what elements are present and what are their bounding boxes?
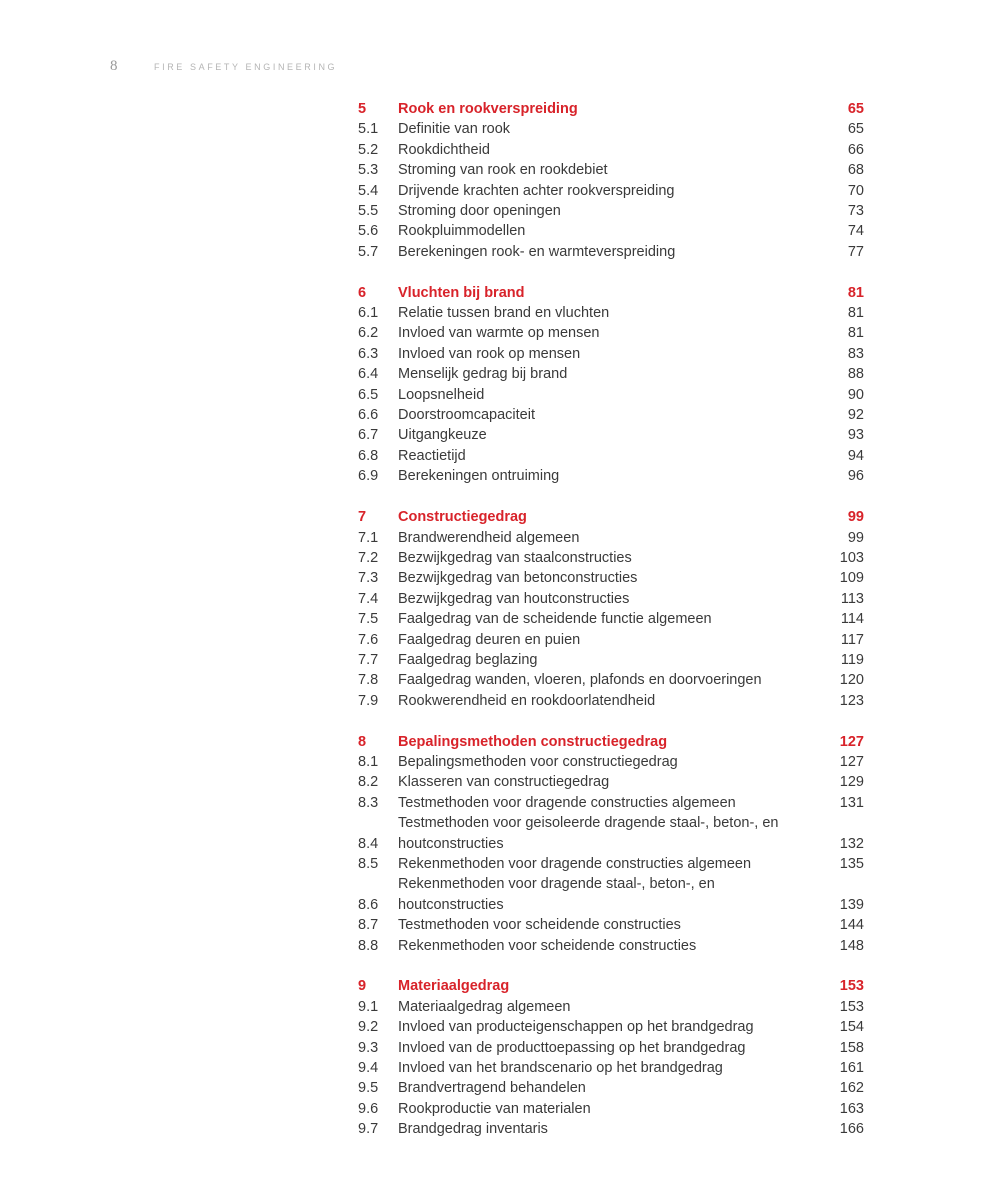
toc-entry[interactable] [358, 405, 864, 425]
entry-number: 6.5 [358, 386, 379, 403]
entry-number: 6.4 [358, 366, 379, 383]
entry-page: 144 [839, 917, 864, 934]
entry-page: 90 [847, 386, 864, 403]
entry-page: 132 [839, 835, 864, 852]
entry-number: 9.3 [358, 1039, 379, 1056]
entry-title: Testmethoden voor scheidende constructies [398, 917, 681, 934]
entry-title: Stroming van rook en rookdebiet [398, 162, 608, 179]
entry-number: 7.6 [358, 631, 379, 648]
toc-entry[interactable] [358, 568, 864, 588]
entry-number: 5.7 [358, 243, 379, 260]
entry-title: Rookdichtheid [398, 141, 490, 158]
toc-entry[interactable] [358, 303, 864, 323]
entry-page: 96 [847, 468, 864, 485]
toc-entry[interactable] [358, 793, 864, 813]
entry-title: Loopsnelheid [398, 386, 485, 403]
entry-title: Bezwijkgedrag van betonconstructies [398, 570, 638, 587]
entry-page: 129 [839, 774, 864, 791]
entry-title: Invloed van producteigenschappen op het brandgedrag [398, 1019, 754, 1036]
entry-number: 5 [358, 101, 367, 117]
entry-page: 93 [847, 427, 864, 444]
chapter-heading[interactable] [358, 99, 864, 119]
chapter-heading[interactable] [358, 732, 864, 752]
entry-title: Invloed van het brandscenario op het brandgedrag [398, 1060, 723, 1077]
toc-entry[interactable] [358, 323, 864, 343]
entry-number: 8.5 [358, 855, 379, 872]
entry-number: 7.8 [358, 672, 379, 689]
entry-title: Faalgedrag van de scheidende functie algemeen [398, 611, 712, 628]
entry-number: 9.7 [358, 1121, 379, 1138]
entry-page: 158 [839, 1039, 864, 1056]
toc-entry[interactable] [358, 874, 864, 915]
entry-page: 119 [840, 651, 864, 668]
toc-entry[interactable] [358, 1078, 864, 1098]
entry-title: Relatie tussen brand en vluchten [398, 305, 610, 322]
toc-entry[interactable] [358, 589, 864, 609]
entry-number: 6 [358, 284, 367, 301]
entry-number: 8 [358, 733, 367, 750]
entry-number: 9.5 [358, 1080, 379, 1097]
entry-page: 83 [847, 345, 864, 362]
entry-number: 6.1 [358, 305, 379, 322]
entry-number: 7.3 [358, 570, 379, 587]
entry-number: 9.4 [358, 1060, 379, 1077]
toc-entry[interactable] [358, 528, 864, 548]
entry-number: 5.4 [358, 182, 379, 199]
entry-page: 117 [840, 631, 864, 648]
entry-page: 103 [839, 549, 864, 566]
entry-title: Bepalingsmethoden voor constructiegedrag [398, 753, 678, 770]
entry-title: Berekeningen ontruiming [398, 468, 560, 485]
toc-entry[interactable] [358, 630, 864, 650]
entry-title: Faalgedrag deuren en puien [398, 631, 581, 648]
entry-page: 74 [847, 223, 864, 240]
entry-number: 8.1 [358, 753, 379, 770]
entry-page: 131 [839, 794, 864, 811]
entry-page: 99 [847, 509, 864, 526]
entry-title: Definitie van rook [398, 121, 511, 138]
entry-number: 7.1 [358, 529, 379, 546]
entry-number: 7.2 [358, 549, 379, 566]
entry-title: Rekenmethoden voor scheidende constructies [398, 937, 697, 954]
entry-title: Invloed van de producttoepassing op het brandgedrag [398, 1039, 746, 1056]
entry-page: 120 [839, 672, 864, 689]
entry-title: Invloed van warmte op mensen [398, 325, 600, 342]
toc-entry[interactable] [358, 670, 864, 690]
toc-entry[interactable] [358, 221, 864, 241]
entry-page: 148 [839, 937, 864, 954]
page-number: 8 [110, 58, 118, 74]
entry-page: 92 [847, 407, 864, 424]
chapter-block [358, 99, 864, 262]
chapter-heading[interactable] [358, 976, 864, 996]
toc-entry[interactable] [358, 1038, 864, 1058]
toc-entry[interactable] [358, 242, 864, 262]
entry-page: 66 [847, 141, 864, 158]
toc-entry[interactable] [358, 466, 864, 486]
entry-number: 7.9 [358, 692, 379, 709]
toc-entry[interactable] [358, 936, 864, 956]
entry-number: 9.1 [358, 998, 379, 1015]
entry-page: 135 [839, 855, 864, 872]
entry-title: Materiaalgedrag algemeen [398, 998, 571, 1015]
entry-number: 8.4 [358, 835, 379, 852]
entry-number: 5.6 [358, 223, 379, 240]
toc-entry[interactable] [358, 364, 864, 384]
entry-page: 162 [839, 1080, 864, 1097]
entry-page: 127 [839, 733, 864, 750]
toc-entry[interactable] [358, 650, 864, 670]
toc-entry[interactable] [358, 425, 864, 445]
entry-number: 7.7 [358, 651, 379, 668]
entry-page: 127 [839, 753, 864, 770]
entry-title: Rook en rookverspreiding [398, 101, 578, 117]
entry-page: 154 [839, 1019, 864, 1036]
chapter-block [358, 283, 864, 487]
entry-number: 6.6 [358, 407, 379, 424]
entry-number: 5.1 [358, 121, 379, 138]
entry-number: 8.7 [358, 917, 379, 934]
entry-number: 6.3 [358, 345, 379, 362]
entry-title: Rookproductie van materialen [398, 1100, 591, 1117]
toc-entry[interactable] [358, 813, 864, 854]
toc-entry[interactable] [358, 160, 864, 180]
entry-page: 94 [847, 447, 864, 464]
entry-page: 139 [839, 896, 864, 913]
toc-entry[interactable] [358, 609, 864, 629]
chapter-block [358, 976, 864, 1139]
entry-title: Uitgangkeuze [398, 427, 487, 444]
toc-entry[interactable] [358, 181, 864, 201]
entry-number: 6.8 [358, 447, 379, 464]
toc-entry[interactable] [358, 1099, 864, 1119]
entry-title: Menselijk gedrag bij brand [398, 366, 568, 383]
entry-page: 77 [847, 243, 864, 260]
entry-number: 9.2 [358, 1019, 379, 1036]
entry-title: Constructiegedrag [398, 509, 527, 526]
entry-title: Bezwijkgedrag van houtconstructies [398, 590, 630, 607]
entry-number: 8.2 [358, 774, 379, 791]
entry-title: Rookwerendheid en rookdoorlatendheid [398, 692, 656, 709]
entry-number: 9.6 [358, 1100, 379, 1117]
entry-page: 123 [839, 692, 864, 709]
entry-title: Doorstroomcapaciteit [398, 407, 535, 424]
entry-title: Bepalingsmethoden constructiegedrag [398, 733, 668, 750]
entry-page: 109 [839, 570, 864, 587]
entry-title: Brandwerendheid algemeen [398, 529, 580, 546]
entry-page: 65 [847, 101, 864, 117]
entry-title: Reactietijd [398, 447, 466, 464]
toc-entry[interactable] [358, 691, 864, 711]
entry-number: 6.7 [358, 427, 379, 444]
toc-entry[interactable] [358, 385, 864, 405]
entry-title: Rookpluimmodellen [398, 223, 526, 240]
entry-number: 8.3 [358, 794, 379, 811]
chapter-heading[interactable] [358, 507, 864, 527]
entry-number: 8.8 [358, 937, 379, 954]
entry-title: Klasseren van constructiegedrag [398, 774, 610, 791]
chapter-block [358, 732, 864, 956]
entry-page: 68 [847, 162, 864, 179]
entry-page: 70 [847, 182, 864, 199]
entry-number: 6.9 [358, 468, 379, 485]
entry-title: Invloed van rook op mensen [398, 345, 581, 362]
running-head [110, 58, 337, 75]
toc-entry[interactable] [358, 201, 864, 221]
entry-title: Faalgedrag beglazing [398, 651, 538, 668]
entry-title: Testmethoden voor geisoleerde dragende staal-, beton-, en houtconstructies [398, 815, 779, 852]
entry-number: 5.2 [358, 141, 379, 158]
toc-entry[interactable] [358, 446, 864, 466]
book-title: FIRE SAFETY ENGINEERING [154, 62, 338, 72]
toc-entry[interactable] [358, 119, 864, 139]
entry-page: 65 [847, 121, 864, 138]
toc-entry[interactable] [358, 752, 864, 772]
toc-entry[interactable] [358, 997, 864, 1017]
entry-title: Materiaalgedrag [398, 978, 510, 995]
toc-entry[interactable] [358, 548, 864, 568]
entry-number: 9 [358, 978, 367, 995]
toc-entry[interactable] [358, 915, 864, 935]
toc-entry[interactable] [358, 772, 864, 792]
chapter-block [358, 507, 864, 711]
entry-title: Bezwijkgedrag van staalconstructies [398, 549, 632, 566]
entry-page: 113 [840, 590, 864, 607]
toc-entry[interactable] [358, 1058, 864, 1078]
entry-page: 73 [847, 203, 864, 220]
entry-page: 99 [847, 529, 864, 546]
entry-number: 6.2 [358, 325, 379, 342]
toc-entry[interactable] [358, 1119, 864, 1139]
entry-number: 7.4 [358, 590, 379, 607]
entry-page: 81 [847, 325, 864, 342]
toc-entry[interactable] [358, 854, 864, 874]
entry-number: 5.5 [358, 203, 379, 220]
entry-page: 81 [847, 305, 864, 322]
entry-title: Berekeningen rook- en warmteverspreiding [398, 243, 676, 260]
entry-page: 153 [839, 978, 864, 995]
table-of-contents [358, 99, 864, 1160]
entry-title: Brandvertragend behandelen [398, 1080, 586, 1097]
entry-title: Rekenmethoden voor dragende staal-, beton-, en houtconstructies [398, 876, 715, 913]
entry-page: 81 [847, 284, 864, 301]
entry-number: 7 [358, 509, 367, 526]
entry-title: Rekenmethoden voor dragende constructies algemeen [398, 855, 752, 872]
entry-page: 114 [840, 611, 864, 628]
entry-page: 88 [847, 366, 864, 383]
toc-entry[interactable] [358, 1017, 864, 1037]
entry-page: 153 [839, 998, 864, 1015]
entry-page: 163 [839, 1100, 864, 1117]
entry-page: 166 [839, 1121, 864, 1138]
toc-entry[interactable] [358, 140, 864, 160]
entry-number: 5.3 [358, 162, 379, 179]
entry-title: Faalgedrag wanden, vloeren, plafonds en doorvoeringen [398, 672, 762, 689]
entry-title: Vluchten bij brand [398, 284, 525, 301]
entry-page: 161 [839, 1060, 864, 1077]
chapter-heading[interactable] [358, 283, 864, 303]
entry-title: Drijvende krachten achter rookverspreiding [398, 182, 675, 199]
entry-title: Stroming door openingen [398, 203, 561, 220]
toc-entry[interactable] [358, 344, 864, 364]
entry-number: 7.5 [358, 611, 379, 628]
entry-number: 8.6 [358, 896, 379, 913]
entry-title: Testmethoden voor dragende constructies algemeen [398, 794, 736, 811]
entry-title: Brandgedrag inventaris [398, 1121, 548, 1138]
